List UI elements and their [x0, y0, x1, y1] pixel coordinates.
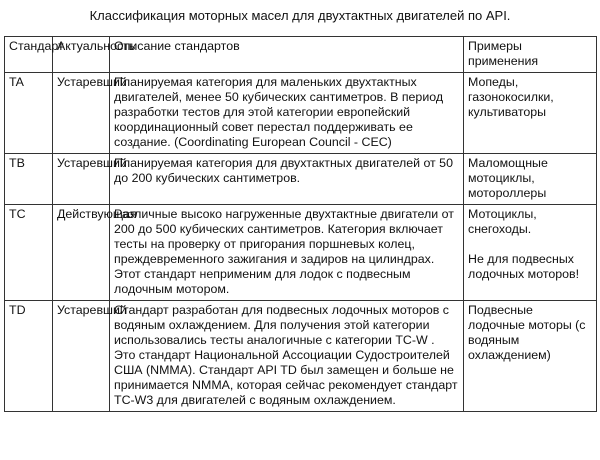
cell-examples: [464, 73, 597, 154]
cell-relevance: Устаревший: [53, 73, 110, 154]
cell-standard: TB: [5, 154, 53, 205]
example-text: Подвесные лодочные моторы (с водяным охлаждением): [468, 303, 586, 362]
cell-description: Стандарт разработан для подвесных лодочных моторов с водяным охлаждением. Для получения этой категории использовались тесты аналогичные с категории TC-W . Это стандарт Национальной Ассоциации Судостроителей США (NMMA). Стандарт API TD был замещен и больше не принимается NMMA, которая сейчас рекомендует стандарт TC-W3 для двигателей с водяным охлаждением.: [110, 301, 464, 412]
cell-relevance: Действующая: [53, 205, 110, 301]
cell-description: Планируемая категория для двухтактных двигателей от 50 до 200 кубических сантиметров.: [110, 154, 464, 205]
example-text: Мопеды, газонокосилки, культиваторы: [468, 75, 554, 119]
example-text: Маломощные мотоциклы, мотороллеры: [468, 156, 548, 200]
cell-description: Различные высоко нагруженные двухтактные двигатели от 200 до 500 кубических сантиметров. Категория включает тесты на проверку от пригорания поршневых колец, преждевременного зажигания и задиров на цилиндрах. Этот стандарт неприменим для лодок с подвесным лодочным мотором.: [110, 205, 464, 301]
header-examples: Примеры применения: [464, 37, 597, 73]
table-row-ta: [5, 73, 597, 154]
table-row-tb: [5, 154, 597, 205]
cell-standard: TA: [5, 73, 53, 154]
table-row-td: [5, 301, 597, 412]
table-row-tc: [5, 205, 597, 301]
api-oil-classification-table: [4, 36, 597, 412]
header-relevance: Актуальность: [53, 37, 110, 73]
cell-examples: [464, 205, 597, 301]
cell-description: Планируемая категория для маленьких двухтактных двигателей, менее 50 кубических сантиметров. В период разработки тестов для этой категории европейский координационный совет перестал поддерживать ее создание. (Coordinating European Council - CEC): [110, 73, 464, 154]
header-standard: Стандарт: [5, 37, 53, 73]
page-title: Классификация моторных масел для двухтактных двигателей по API.: [89, 8, 511, 23]
cell-examples: [464, 301, 597, 412]
example-warning-text: Не для подвесных лодочных моторов!: [468, 252, 580, 281]
example-text: Мотоциклы, снегоходы.: [468, 207, 537, 236]
header-description: Описание стандартов: [110, 37, 464, 73]
cell-examples: [464, 154, 597, 205]
table-header-row: [5, 37, 597, 73]
cell-standard: TC: [5, 205, 53, 301]
cell-standard: TD: [5, 301, 53, 412]
cell-relevance: Устаревший: [53, 301, 110, 412]
cell-relevance: Устаревший: [53, 154, 110, 205]
